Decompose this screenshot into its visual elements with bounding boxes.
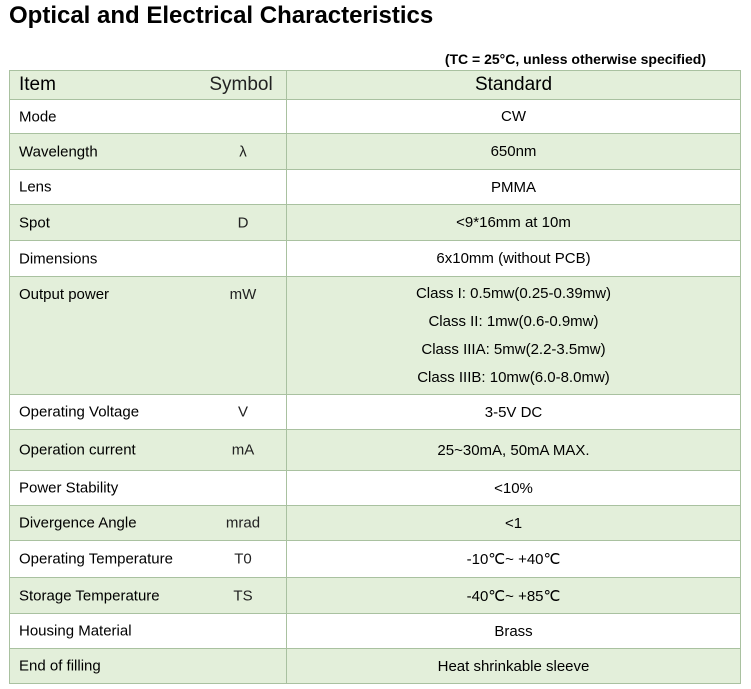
table-row: [10, 205, 741, 241]
item-label: End of filling: [19, 657, 101, 675]
item-label: Dimensions: [19, 250, 98, 267]
standard-cell: [287, 614, 741, 649]
item-cell: [10, 471, 287, 506]
table-row: [10, 241, 741, 277]
item-label: Power Stability: [19, 479, 119, 497]
item-cell: [10, 430, 287, 471]
item-cell: [10, 205, 287, 241]
table-row: [10, 614, 741, 649]
table-row: [10, 578, 741, 614]
table-row: [10, 430, 741, 471]
standard-value: Class IIIA: 5mw(2.2-3.5mw): [421, 341, 606, 358]
standard-value: <10%: [494, 479, 533, 497]
standard-cell: [287, 395, 741, 430]
standard-cell: [287, 506, 741, 541]
table-row: [10, 134, 741, 170]
standard-cell: [287, 430, 741, 471]
symbol-label: D: [237, 214, 249, 231]
standard-value: 3-5V DC: [484, 403, 543, 421]
item-cell: [10, 100, 287, 134]
item-label: Divergence Angle: [19, 514, 137, 532]
item-cell: [10, 134, 287, 170]
symbol-label: λ: [239, 143, 247, 160]
standard-cell: [287, 578, 741, 614]
standard-value: Class I: 0.5mw(0.25-0.39mw): [415, 285, 612, 302]
table-row: [10, 100, 741, 134]
table-row: [10, 541, 741, 578]
item-cell: [10, 506, 287, 541]
item-cell: [10, 170, 287, 205]
symbol-label: mW: [229, 286, 257, 303]
item-cell: [10, 578, 287, 614]
item-label: Operating Voltage: [19, 403, 140, 421]
item-label: Lens: [19, 178, 52, 196]
standard-value: Class IIIB: 10mw(6.0-8.0mw): [417, 369, 610, 386]
item-label: Storage Temperature: [19, 587, 160, 604]
table-row: [10, 170, 741, 205]
standard-value: -10℃~ +40℃: [466, 551, 561, 568]
header-standard: Standard: [287, 71, 741, 100]
item-label: Mode: [19, 108, 57, 125]
item-cell: [10, 614, 287, 649]
item-cell: [10, 395, 287, 430]
standard-cell: [287, 471, 741, 506]
symbol-label: mrad: [225, 514, 261, 532]
item-label: Housing Material: [19, 622, 132, 640]
standard-value: Class II: 1mw(0.6-0.9mw): [428, 313, 599, 330]
table-row: [10, 506, 741, 541]
standard-value: <1: [504, 514, 523, 532]
test-condition-note: (TC = 25°C, unless otherwise specified): [444, 51, 706, 67]
table-header-row: [10, 71, 741, 100]
item-label: Output power: [19, 286, 110, 303]
item-label: Operating Temperature: [19, 550, 173, 568]
standard-value: 6x10mm (without PCB): [436, 250, 591, 267]
table-row: [10, 395, 741, 430]
standard-cell: [287, 205, 741, 241]
standard-cell: [287, 541, 741, 578]
symbol-label: mA: [231, 441, 255, 459]
table-body: [10, 100, 741, 684]
standard-value: <9*16mm at 10m: [456, 214, 571, 231]
standard-value: Brass: [494, 622, 533, 640]
item-cell: [10, 241, 287, 277]
item-cell: [10, 541, 287, 578]
page-title: Optical and Electrical Characteristics: [9, 2, 434, 29]
item-cell: [10, 649, 287, 684]
header-item-symbol-cell: [10, 71, 287, 100]
standard-cell: [287, 170, 741, 205]
standard-cell: [287, 649, 741, 684]
standard-value: 650nm: [490, 143, 537, 160]
symbol-label: TS: [233, 587, 253, 604]
standard-value: PMMA: [491, 178, 536, 196]
standard-value: -40℃~ +85℃: [466, 587, 561, 605]
table-row: [10, 649, 741, 684]
table-row: [10, 277, 741, 395]
table-row: [10, 471, 741, 506]
item-cell: [10, 277, 287, 395]
standard-value: Heat shrinkable sleeve: [437, 657, 590, 675]
standard-cell: [287, 100, 741, 134]
item-label: Operation current: [19, 441, 136, 459]
header-item: Item: [19, 74, 56, 95]
item-label: Spot: [19, 214, 50, 231]
header-symbol: Symbol: [209, 74, 273, 95]
standard-cell: [287, 241, 741, 277]
symbol-label: T0: [234, 550, 252, 568]
standard-cell: [287, 134, 741, 170]
symbol-label: V: [237, 403, 249, 421]
item-label: Wavelength: [19, 143, 98, 160]
standard-value: CW: [501, 108, 526, 125]
standard-value: 25~30mA, 50mA MAX.: [437, 441, 590, 459]
standard-cell: [287, 277, 741, 395]
characteristics-table: [9, 70, 741, 684]
